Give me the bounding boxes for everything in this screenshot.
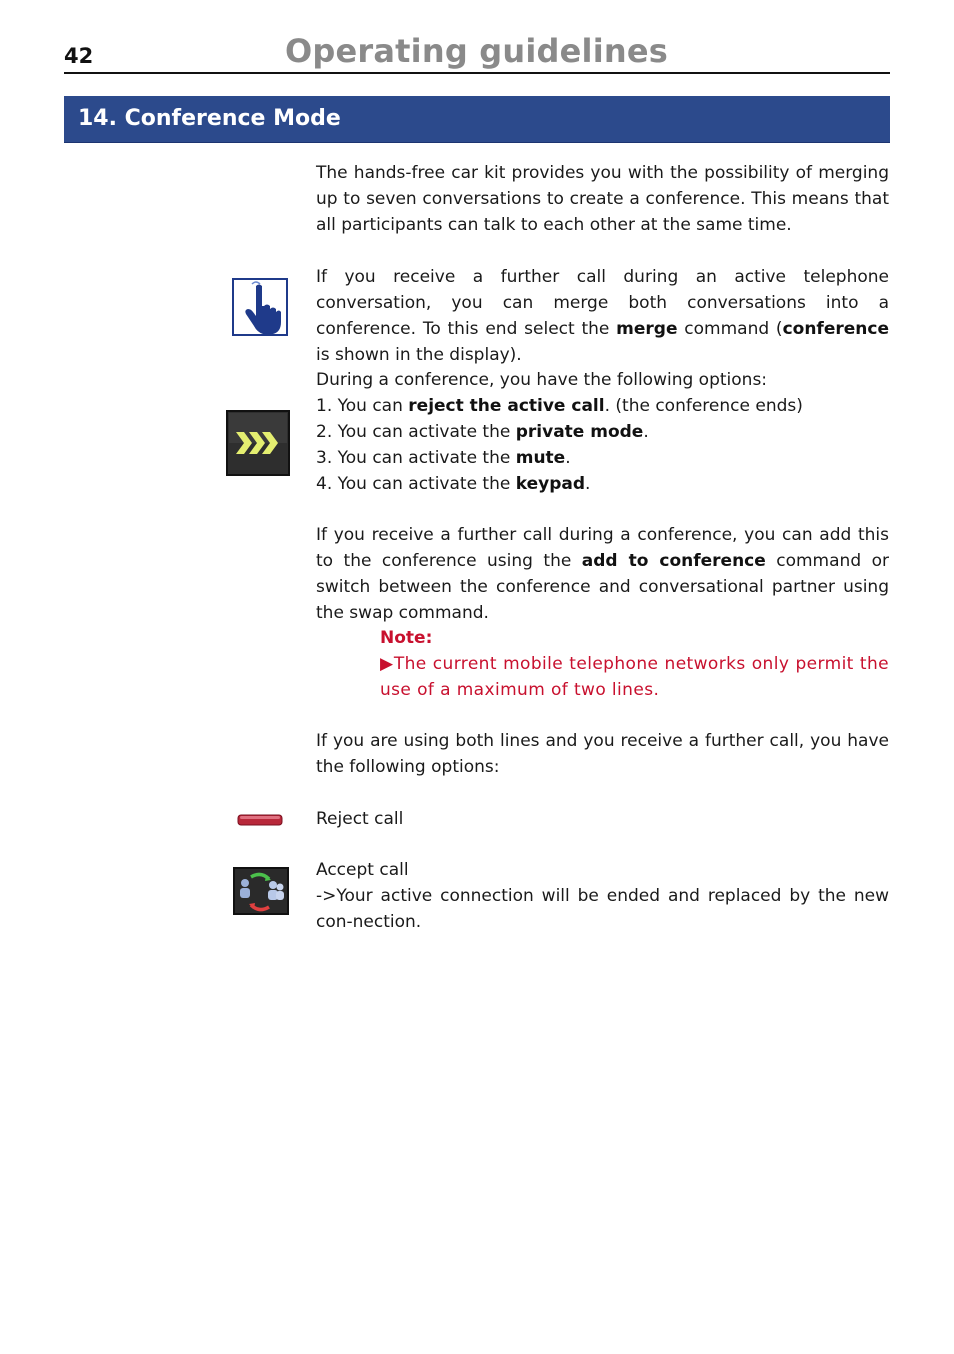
pointing-hand-icon <box>232 278 288 340</box>
option-prefix: 3. You can activate the <box>316 448 516 468</box>
option-item <box>316 419 889 445</box>
two-lines-paragraph: If you are using both lines and you receive a further call, you have the following options: <box>316 731 889 777</box>
option-item <box>316 445 889 471</box>
merge-command: merge <box>616 319 678 339</box>
swap-participants-icon <box>233 867 289 919</box>
merge-text-2: command ( <box>677 319 783 339</box>
merge-text-1: If you receive a further call during an active telephone conversation, you can merge both conversations into a conference. To this end select the <box>316 267 889 339</box>
option-suffix: . <box>643 422 649 442</box>
option-item <box>316 471 889 497</box>
note-box <box>380 625 889 703</box>
option-keyword: private mode <box>515 422 644 442</box>
page-title: Operating guidelines <box>285 32 669 70</box>
add-text-1: If you receive a further call during a conference, you can add this to the conference using the <box>316 525 889 571</box>
option-prefix: 2. You can activate the <box>316 422 516 442</box>
section-banner <box>64 96 890 143</box>
note-marker-icon: ▶ <box>380 654 394 674</box>
page-number: 42 <box>64 44 94 68</box>
conference-label: conference <box>782 319 889 339</box>
reject-call-label: Reject call <box>316 809 404 829</box>
accept-call-label: Accept call <box>316 860 409 880</box>
option-prefix: 4. You can activate the <box>316 474 516 494</box>
intro-paragraph: The hands-free car kit provides you with the possibility of merging up to seven conversations to create a conference. This means that all participants can talk to each other at the same time. <box>316 163 889 235</box>
add-to-conference-paragraph <box>316 522 889 626</box>
option-suffix: . <box>585 474 591 494</box>
option-keyword: mute <box>515 448 566 468</box>
option-keyword: keypad <box>515 474 586 494</box>
add-to-conference-command: add to conference <box>581 551 766 571</box>
merge-text-3: is shown in the display). <box>316 345 522 365</box>
conference-options <box>316 367 889 497</box>
add-text-2: command or switch between the conference and conversational partner using the swap command. <box>316 551 889 623</box>
option-suffix: . (the conference ends) <box>604 396 803 416</box>
merge-paragraph <box>316 264 889 368</box>
note-body <box>380 651 889 703</box>
options-intro: During a conference, you have the following options: <box>316 370 768 390</box>
forward-arrows-icon <box>226 410 290 480</box>
section-title: 14. Conference Mode <box>78 106 341 131</box>
note-label: Note: <box>380 628 433 648</box>
accept-call-detail: ->Your active connection will be ended and replaced by the new con-nection. <box>316 886 889 932</box>
option-item <box>316 393 889 419</box>
accept-call-block <box>316 857 889 935</box>
reject-call-icon <box>237 811 283 830</box>
option-keyword: reject the active call <box>408 396 605 416</box>
note-text: The current mobile telephone networks only permit the use of a maximum of two lines. <box>380 654 889 700</box>
header-divider <box>64 72 890 74</box>
option-prefix: 1. You can <box>316 396 409 416</box>
option-suffix: . <box>565 448 571 468</box>
